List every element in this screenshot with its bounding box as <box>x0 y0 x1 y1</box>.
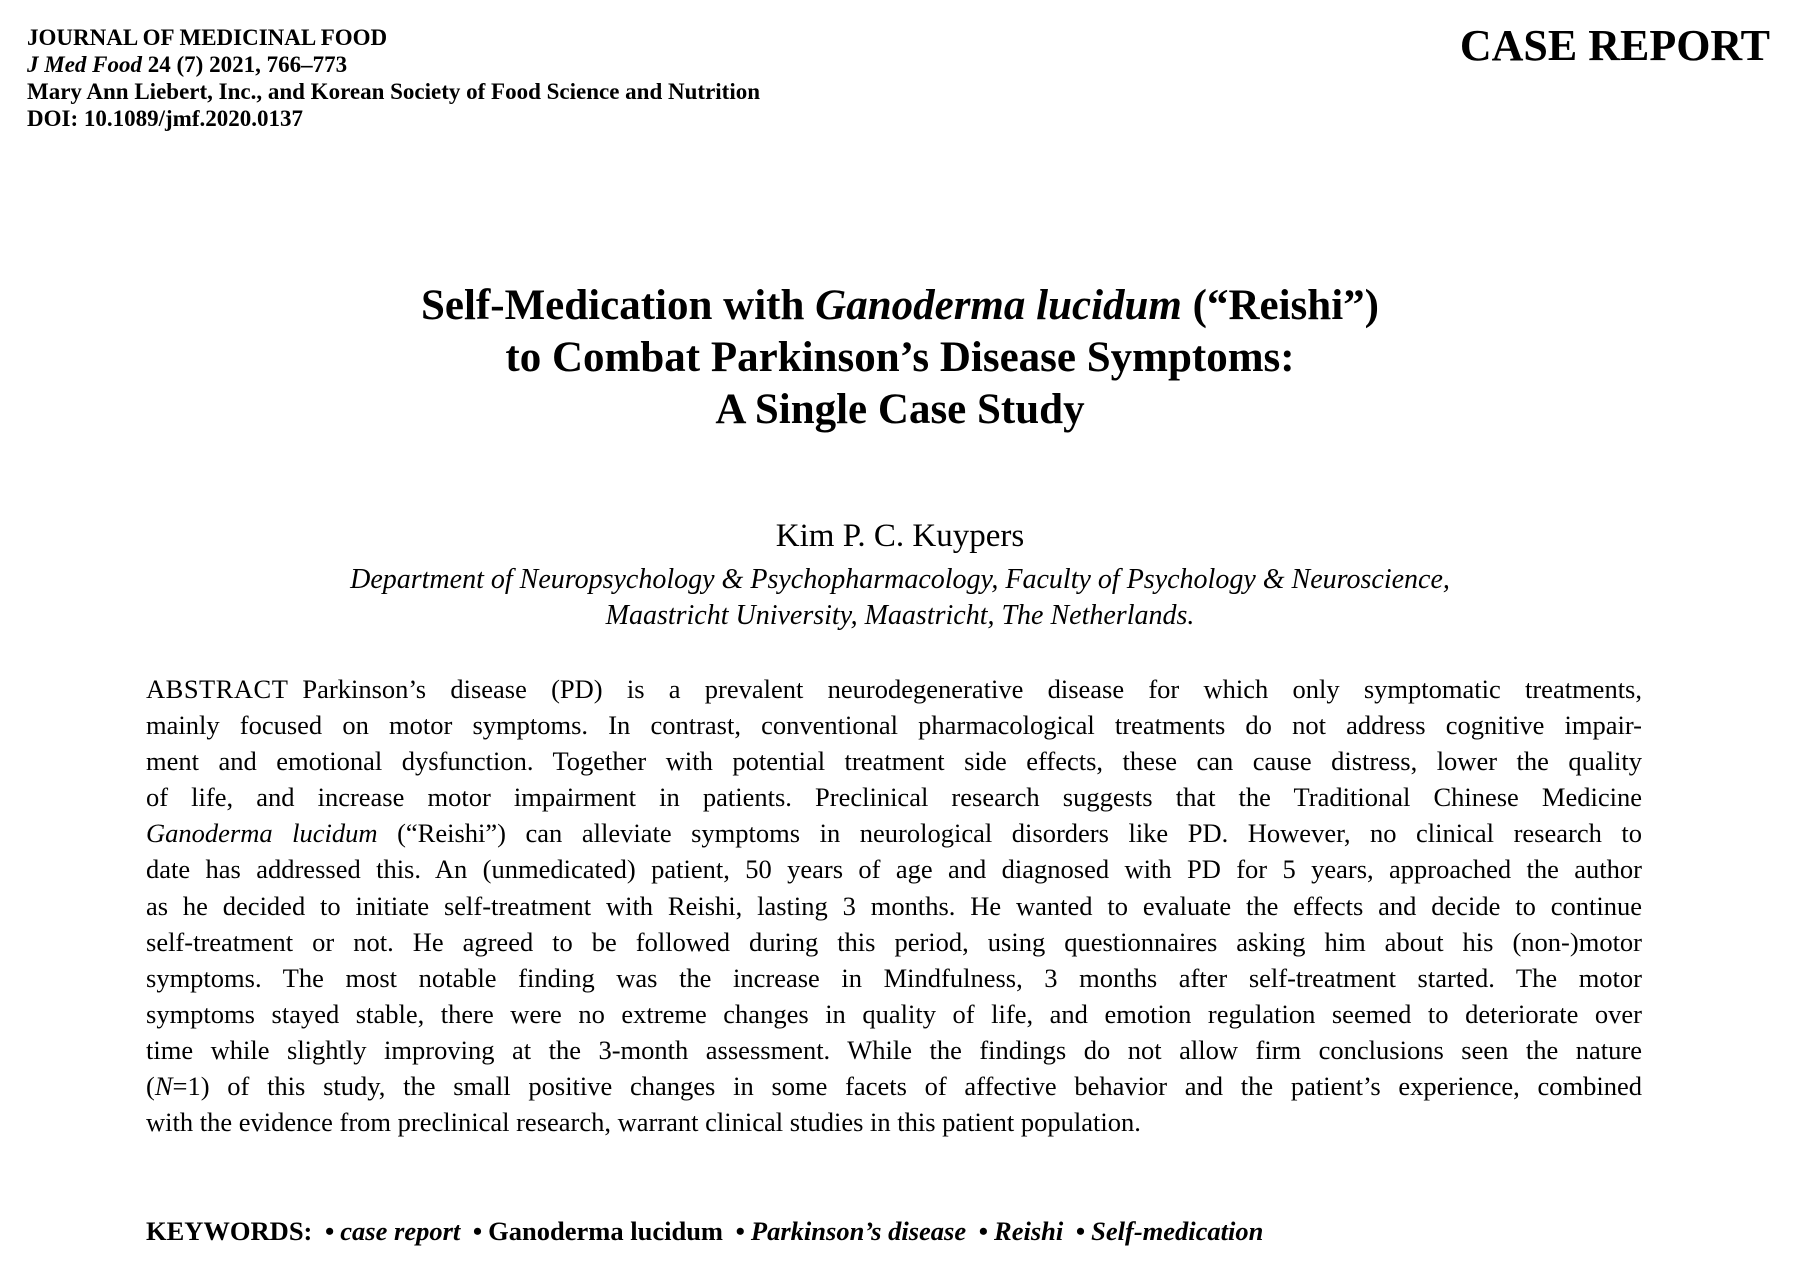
abstract-line: symptoms. The most notable finding was the increase in Mindfulness, 3 months after self-treatment started. The motor <box>146 962 1642 993</box>
title-line-2: to Combat Parkinson’s Disease Symptoms: <box>505 334 1295 381</box>
title-text: (“Reishi”) <box>1181 282 1379 329</box>
abstract-text: =1) of this study, the small positive changes in some facets of affective behavior and the patient’s experience, combined <box>172 1071 1642 1102</box>
abstract-line <box>146 815 1642 851</box>
abstract-line: mainly focused on motor symptoms. In contrast, conventional pharmacological treatments do not address cognitive impair- <box>146 710 1642 741</box>
abstract-text: ( <box>146 1071 155 1102</box>
journal-header <box>27 24 760 132</box>
affiliation-line-2: Maastricht University, Maastricht, The Netherlands. <box>605 600 1195 631</box>
abstract <box>146 671 1642 1140</box>
abstract-line: time while slightly improving at the 3-month assessment. While the findings do not allow firm conclusions seen the nature <box>146 1034 1642 1065</box>
abstract-line: of life, and increase motor impairment in patients. Preclinical research suggests that the Traditional Chinese Medicine <box>146 782 1642 813</box>
bullet-icon: • <box>1075 1216 1086 1246</box>
article-type: CASE REPORT <box>1459 21 1770 70</box>
keyword[interactable]: Reishi <box>994 1216 1064 1246</box>
affiliation <box>0 562 1800 634</box>
bullet-icon: • <box>325 1216 335 1246</box>
abstract-line: self-treatment or not. He agreed to be followed during this period, using questionnaires asking him about his (non-)motor <box>146 926 1642 957</box>
author-name: Kim P. C. Kuypers <box>775 518 1025 554</box>
bullet-icon: • <box>735 1216 745 1246</box>
abstract-line <box>146 1068 1642 1104</box>
title-text: Self-Medication with <box>421 282 816 329</box>
bullet-icon: • <box>978 1216 989 1246</box>
doi[interactable]: DOI: 10.1089/jmf.2020.0137 <box>27 106 303 131</box>
title-line-3: A Single Case Study <box>715 386 1085 433</box>
affiliation-line-1: Department of Neuropsychology & Psychopharmacology, Faculty of Psychology & Neuroscience, <box>350 564 1450 595</box>
title-line-1 <box>0 280 1800 332</box>
keywords <box>146 1214 1263 1248</box>
abstract-species: Ganoderma lucidum <box>146 818 378 849</box>
abstract-label: ABSTRACT <box>146 674 289 704</box>
abstract-text: (“Reishi”) can alleviate symptoms in neurological disorders like PD. However, no clinical research to <box>377 818 1642 849</box>
abstract-line: symptoms stayed stable, there were no extreme changes in quality of life, and emotion regulation seemed to deteriorate over <box>146 998 1642 1029</box>
keywords-label: KEYWORDS: <box>146 1216 313 1246</box>
journal-name: JOURNAL OF MEDICINAL FOOD <box>27 25 388 50</box>
keyword[interactable]: Self-medication <box>1091 1216 1264 1246</box>
publisher: Mary Ann Liebert, Inc., and Korean Society of Food Science and Nutrition <box>27 79 761 104</box>
journal-abbrev: J Med Food <box>27 52 142 77</box>
keyword[interactable]: Parkinson’s disease <box>750 1216 967 1246</box>
bullet-icon: • <box>472 1216 483 1246</box>
abstract-line: as he decided to initiate self-treatment with Reishi, lasting 3 months. He wanted to evaluate the effects and decide to continue <box>146 890 1642 921</box>
keyword[interactable]: case report <box>340 1216 461 1246</box>
keyword[interactable]: Ganoderma lucidum <box>488 1216 724 1246</box>
article-title <box>0 280 1800 436</box>
abstract-line <box>146 671 1642 707</box>
abstract-text: Parkinson’s disease (PD) is a prevalent neurodegenerative disease for which only symptomatic treatments, <box>302 674 1642 704</box>
abstract-line: ment and emotional dysfunction. Together with potential treatment side effects, these can cause distress, lower the quality <box>146 746 1642 777</box>
journal-volume-pages: 24 (7) 2021, 766–773 <box>142 52 348 77</box>
journal-citation <box>27 51 760 78</box>
title-species: Ganoderma lucidum <box>815 282 1182 329</box>
abstract-line: with the evidence from preclinical research, warrant clinical studies in this patient population. <box>146 1107 1141 1138</box>
abstract-n-symbol: N <box>154 1071 173 1102</box>
abstract-line: date has addressed this. An (unmedicated) patient, 50 years of age and diagnosed with PD for 5 years, approached the author <box>146 854 1642 885</box>
